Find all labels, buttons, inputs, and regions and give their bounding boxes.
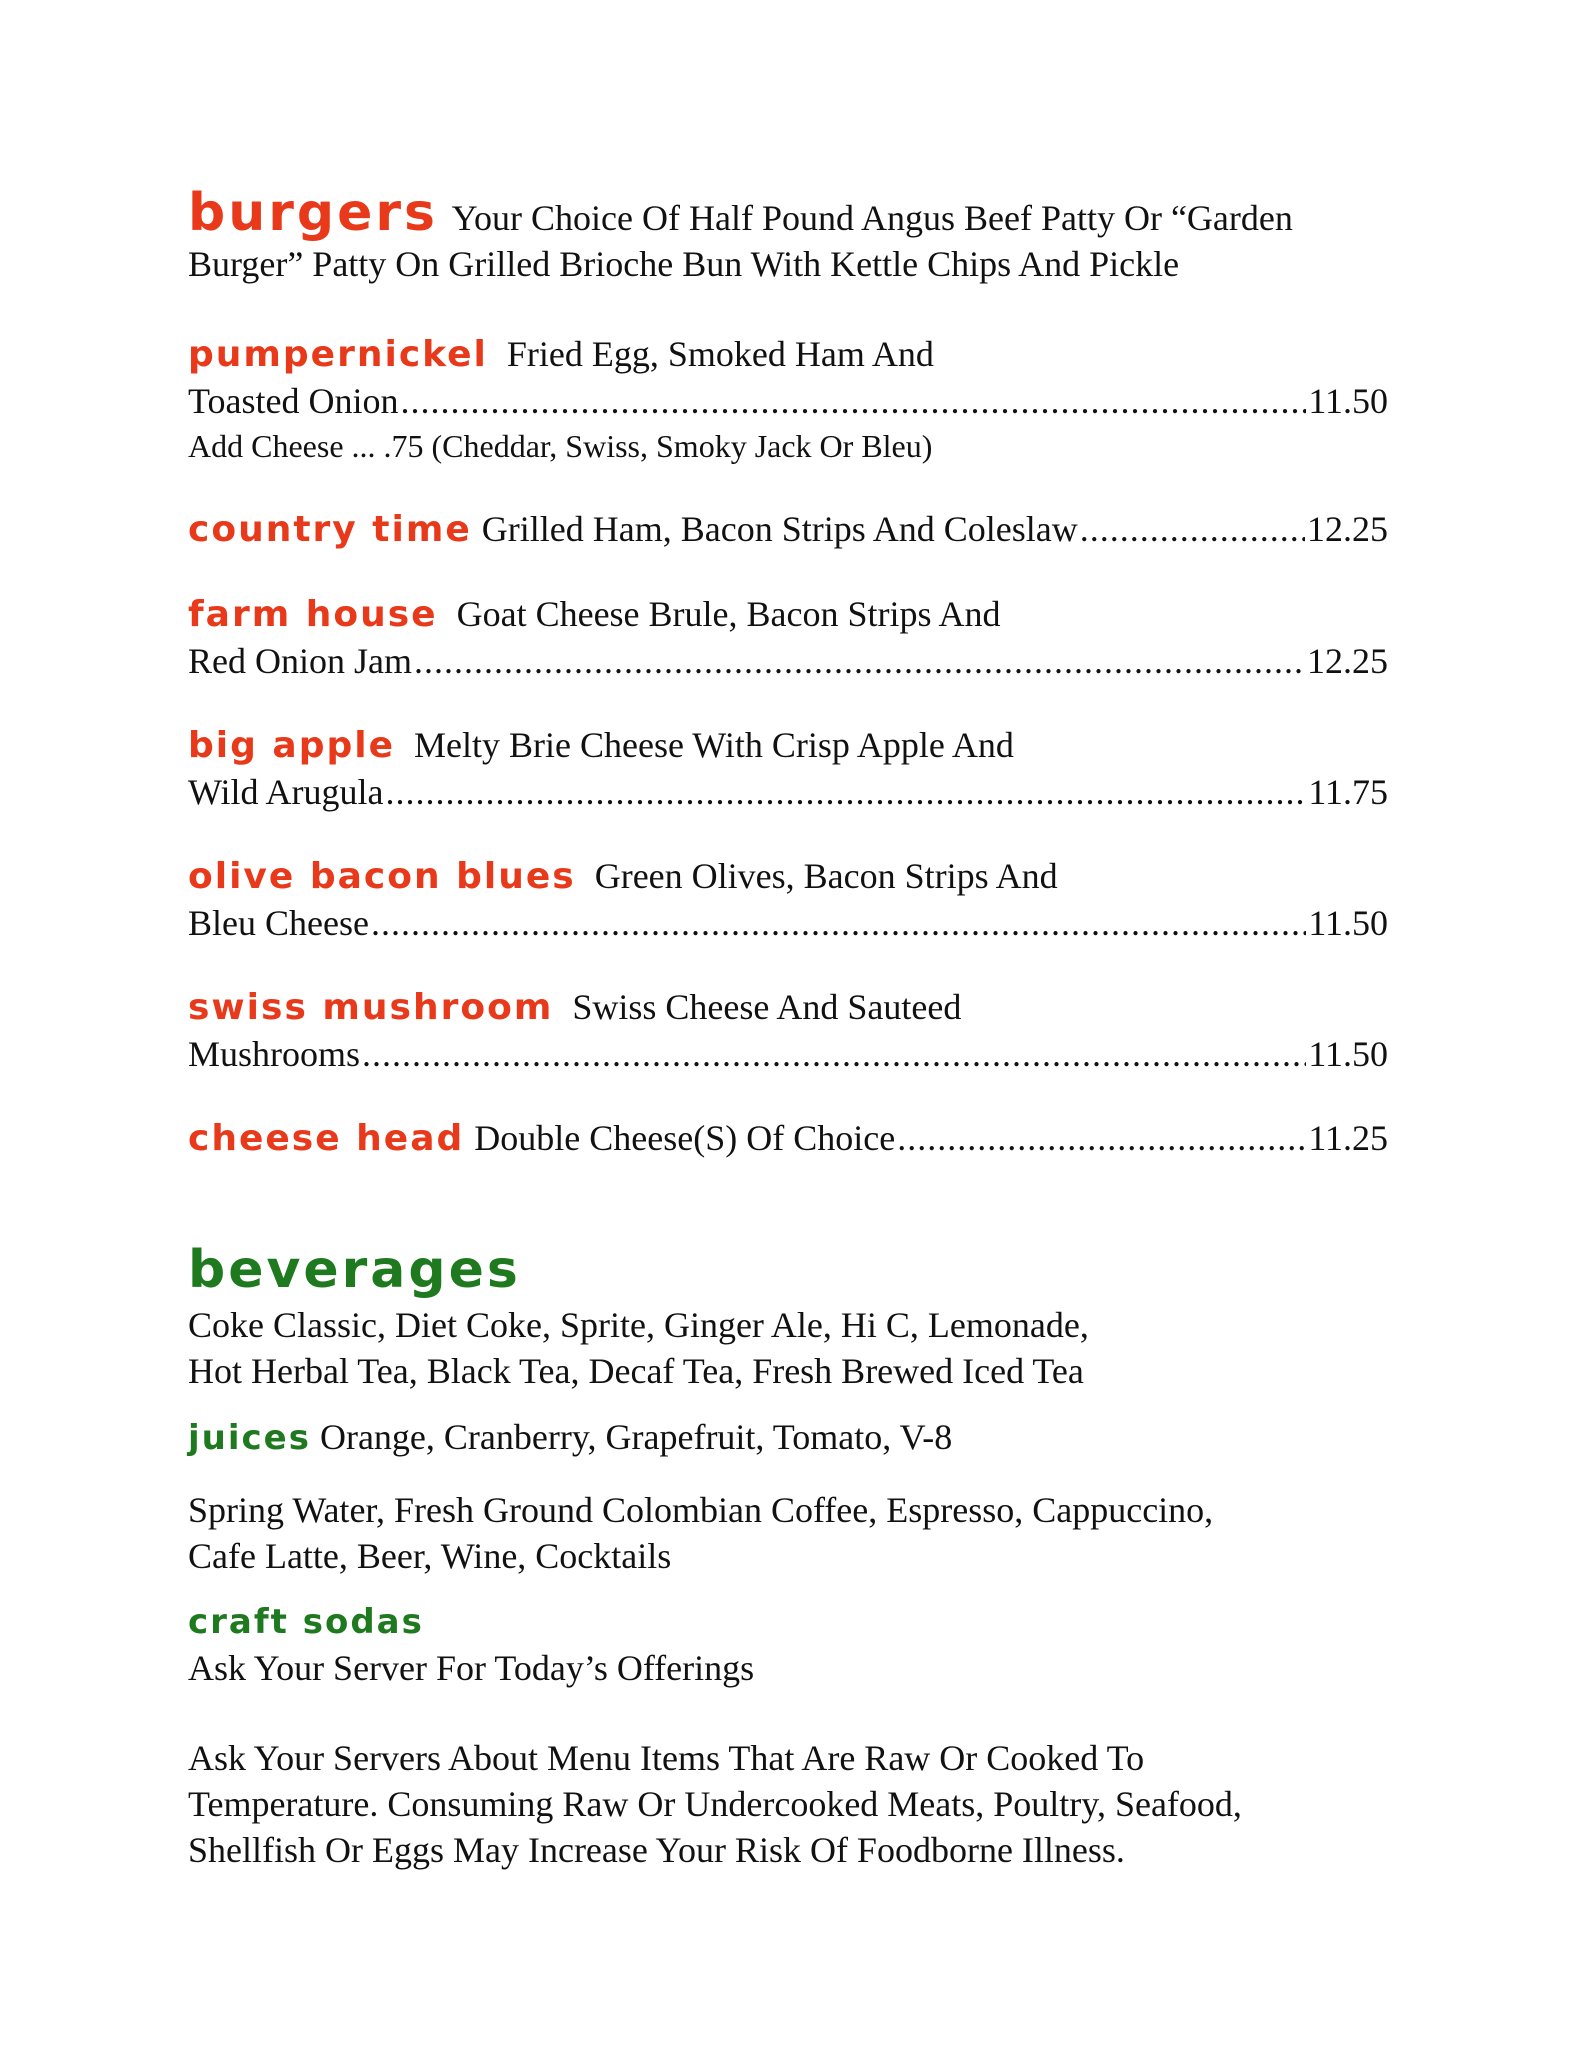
- item-desc: Grilled Ham, Bacon Strips And Coleslaw: [481, 509, 1078, 549]
- beverages-other-line-2: Cafe Latte, Beer, Wine, Cocktails: [188, 1536, 672, 1576]
- burgers-heading: burgers: [188, 183, 438, 243]
- dot-leader: [1080, 506, 1305, 552]
- menu-item-olive-bacon-blues: [188, 853, 1388, 946]
- juices-list: Orange, Cranberry, Grapefruit, Tomato, V-8: [319, 1417, 953, 1457]
- menu-item-big-apple: [188, 722, 1388, 815]
- menu-item-pumpernickel: [188, 331, 1388, 468]
- item-name: swiss mushroom: [188, 987, 554, 1028]
- dot-leader: [371, 900, 1306, 946]
- item-desc: Goat Cheese Brule, Bacon Strips And: [456, 594, 1001, 634]
- dot-leader: [414, 638, 1305, 684]
- beverages-other-line-1: Spring Water, Fresh Ground Colombian Coffee, Espresso, Cappuccino,: [188, 1490, 1214, 1530]
- craft-sodas-text: Ask Your Server For Today’s Offerings: [188, 1648, 755, 1688]
- beverages-craft-sodas: [188, 1599, 1388, 1691]
- menu-item-country-time: [188, 506, 1388, 553]
- item-name: country time: [188, 509, 472, 550]
- disclaimer-line-2: Temperature. Consuming Raw Or Undercooked Meats, Poultry, Seafood,: [188, 1784, 1242, 1824]
- item-price: 11.50: [1308, 903, 1388, 943]
- dot-leader: [362, 1031, 1306, 1077]
- item-price: 11.50: [1308, 381, 1388, 421]
- disclaimer-line-3: Shellfish Or Eggs May Increase Your Risk Of Foodborne Illness.: [188, 1830, 1125, 1870]
- item-desc: Green Olives, Bacon Strips And: [594, 856, 1058, 896]
- burgers-intro-text: Your Choice Of Half Pound Angus Beef Patty Or “Garden Burger” Patty On Grilled Brioche Bun With Kettle Chips And Pickle: [188, 198, 1293, 284]
- menu-page: [188, 183, 1388, 1873]
- burgers-intro: [188, 183, 1318, 287]
- craft-sodas-heading: craft sodas: [188, 1602, 424, 1642]
- dot-leader: [400, 378, 1306, 424]
- menu-item-cheese-head: [188, 1115, 1388, 1162]
- item-price: 12.25: [1307, 641, 1388, 681]
- item-addon: Add Cheese ... .75 (Cheddar, Swiss, Smoky Jack Or Bleu): [188, 428, 933, 464]
- menu-item-swiss-mushroom: [188, 984, 1388, 1077]
- beverages-soft-drinks: [188, 1302, 1388, 1394]
- food-safety-disclaimer: [188, 1735, 1388, 1873]
- item-name: big apple: [188, 725, 395, 766]
- item-desc: Melty Brie Cheese With Crisp Apple And: [414, 725, 1014, 765]
- juices-heading: juices: [188, 1418, 311, 1458]
- dot-leader: [897, 1115, 1306, 1161]
- item-price: 11.25: [1308, 1118, 1388, 1158]
- item-desc-cont: Wild Arugula: [188, 772, 384, 812]
- dot-leader: [386, 769, 1307, 815]
- item-price: 11.50: [1308, 1034, 1388, 1074]
- item-name: farm house: [188, 594, 438, 635]
- beverages-other: [188, 1487, 1388, 1579]
- item-desc: Swiss Cheese And Sauteed: [572, 987, 962, 1027]
- disclaimer-line-1: Ask Your Servers About Menu Items That Are Raw Or Cooked To: [188, 1738, 1145, 1778]
- item-desc: Fried Egg, Smoked Ham And: [506, 334, 934, 374]
- item-desc-cont: Toasted Onion: [188, 381, 399, 421]
- beverages-line-2: Hot Herbal Tea, Black Tea, Decaf Tea, Fresh Brewed Iced Tea: [188, 1351, 1084, 1391]
- item-desc: Double Cheese(S) Of Choice: [474, 1118, 896, 1158]
- item-name: cheese head: [188, 1118, 465, 1159]
- item-price: 11.75: [1308, 772, 1388, 812]
- item-desc-cont: Mushrooms: [188, 1034, 361, 1074]
- beverages-juices: [188, 1414, 1388, 1461]
- beverages-line-1: Coke Classic, Diet Coke, Sprite, Ginger Ale, Hi C, Lemonade,: [188, 1305, 1089, 1345]
- item-name: pumpernickel: [188, 334, 488, 375]
- item-desc-cont: Red Onion Jam: [188, 641, 412, 681]
- item-desc-cont: Bleu Cheese: [188, 903, 369, 943]
- beverages-heading: beverages: [188, 1240, 521, 1300]
- item-price: 12.25: [1307, 509, 1388, 549]
- menu-item-farm-house: [188, 591, 1388, 684]
- item-name: olive bacon blues: [188, 856, 576, 897]
